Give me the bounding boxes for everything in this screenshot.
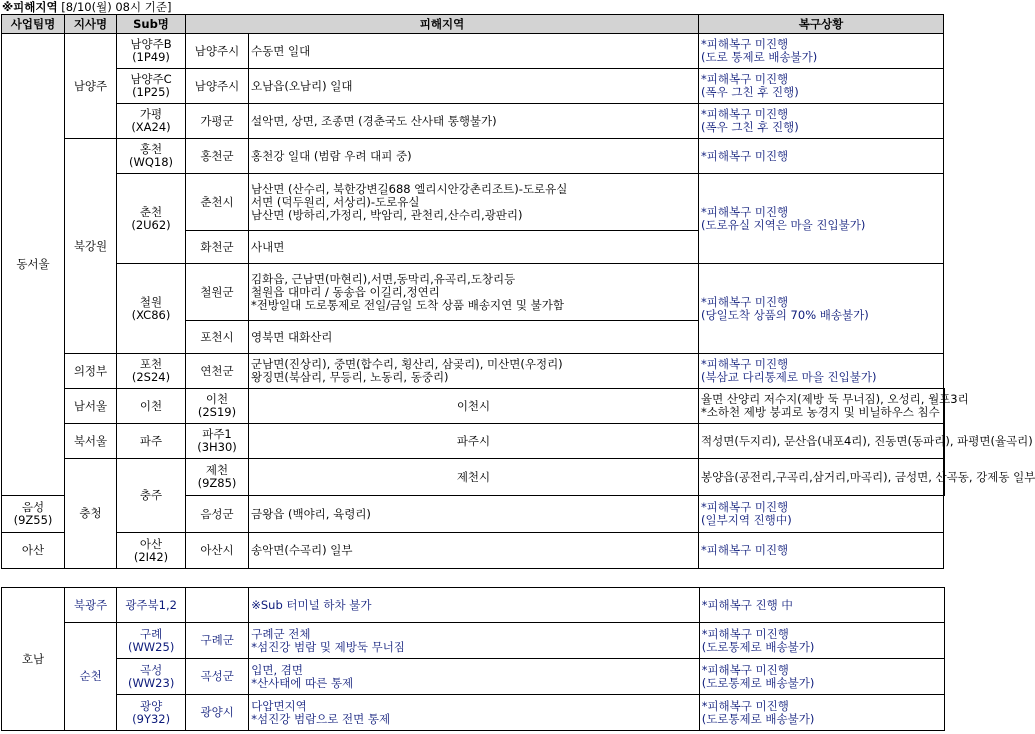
sub-cell: 아산 (2I42) — [117, 533, 186, 569]
header-sub: Sub명 — [117, 15, 186, 34]
caption-date: [8/10(월) 08시 기준] — [61, 0, 172, 14]
header-area: 피해지역 — [186, 15, 699, 34]
status-cell: *피해복구 미진행 (도로 통제로 배송불가) — [699, 34, 944, 69]
city-cell: 음성군 — [186, 496, 249, 533]
sub-cell: 광주북1,2 — [117, 588, 186, 623]
status-cell: *피해복구 미진행 (폭우 그친 후 진행) — [699, 104, 944, 139]
city-cell — [186, 588, 249, 623]
city-cell: 곡성군 — [186, 659, 249, 695]
branch-cell: 북강원 — [65, 139, 117, 354]
city-cell: 제천시 — [249, 459, 699, 496]
city-cell: 홍천군 — [186, 139, 249, 174]
area-cell: ※Sub 터미널 하차 불가 — [249, 588, 699, 623]
branch-cell: 순천 — [65, 623, 117, 731]
city-cell: 연천군 — [186, 354, 249, 389]
header-team: 사업팀명 — [2, 15, 65, 34]
table-row — [2, 459, 945, 496]
city-cell: 이천시 — [249, 389, 699, 424]
team-cell: 남서울 — [65, 389, 117, 424]
area-cell: 입면, 겸면 *산사태에 따른 통제 — [249, 659, 699, 695]
table-row — [2, 424, 945, 459]
area-cell: 사내면 — [249, 231, 699, 264]
table-row — [2, 389, 945, 424]
header-status: 복구상황 — [699, 15, 944, 34]
area-cell: 설악면, 상면, 조종면 (경춘국도 산사태 통행불가) — [249, 104, 699, 139]
table-row — [2, 659, 945, 695]
city-cell: 포천시 — [186, 321, 249, 354]
status-cell: *피해복구 미진행 — [699, 139, 944, 174]
table-row — [2, 174, 945, 231]
city-cell: 남양주시 — [186, 69, 249, 104]
status-cell: *피해복구 미진행 (도로통제로 배송불가) — [699, 659, 944, 695]
status-cell: *피해복구 진행 中 — [699, 588, 944, 623]
sub-cell: 가평 (XA24) — [117, 104, 186, 139]
sub-cell: 이천 (2S19) — [186, 389, 249, 424]
area-cell: 다압면지역 *섬진강 범람으로 전면 통제 — [249, 695, 699, 731]
sub-cell: 남양주C (1P25) — [117, 69, 186, 104]
city-cell: 춘천시 — [186, 174, 249, 231]
damage-table-main — [1, 14, 1035, 569]
status-cell: *피해복구 미진행 (도로유실 지역은 마을 진입불가) — [699, 174, 944, 264]
table-row — [2, 139, 945, 174]
status-cell: *피해복구 미진행 (북삼교 다리통제로 마을 진입불가) — [699, 354, 944, 389]
team-cell: 북서울 — [65, 424, 117, 459]
city-cell: 남양주시 — [186, 34, 249, 69]
branch-cell: 의정부 — [65, 354, 117, 389]
header-branch: 지사명 — [65, 15, 117, 34]
header-row — [2, 15, 945, 34]
branch-cell: 파주 — [117, 424, 186, 459]
area-cell: 오남읍(오남리) 일대 — [249, 69, 699, 104]
sub-cell: 파주1 (3H30) — [186, 424, 249, 459]
city-cell: 구례군 — [186, 623, 249, 659]
city-cell: 화천군 — [186, 231, 249, 264]
area-cell: 적성면(두지리), 문산읍(내포4리), 진동면(동파리), 파평면(율곡리) — [699, 424, 944, 459]
team-cell: 동서울 — [2, 34, 65, 496]
area-cell: 금왕읍 (백야리, 육령리) — [249, 496, 699, 533]
caption-title: ※피해지역 — [2, 0, 58, 14]
table-row — [2, 264, 945, 321]
sub-cell: 춘천 (2U62) — [117, 174, 186, 264]
area-cell: 영북면 대화산리 — [249, 321, 699, 354]
status-cell: *피해복구 미진행 (도로통제로 배송불가) — [699, 623, 944, 659]
table-row — [2, 695, 945, 731]
table-row — [2, 623, 945, 659]
damage-table-honam — [1, 587, 945, 731]
city-cell: 광양시 — [186, 695, 249, 731]
area-cell: 김화읍, 근남면(마현리),서면,동막리,유곡리,도창리등 철원읍 대마리 / 동송읍 이길리,정연리 *전방일대 도로통제로 전일/금일 도착 상품 배송지연 및 불가함 — [249, 264, 699, 321]
sub-cell: 철원 (XC86) — [117, 264, 186, 354]
area-cell: 남산면 (산수리, 북한강변길688 엘리시안강촌리조트)-도로유실 서면 (덕두원리, 서상리)-도로유실 남산면 (방하리,가정리, 박암리, 관천리,산수리,광판리) — [249, 174, 699, 231]
area-cell: 수동면 일대 — [249, 34, 699, 69]
status-cell: *피해복구 미진행 (폭우 그친 후 진행) — [699, 69, 944, 104]
branch-cell: 이천 — [117, 389, 186, 424]
area-cell: 군남면(진상리), 중면(합수리, 횡산리, 삼곶리), 미산면(우정리) 왕징면(북삼리, 무등리, 노동리, 동중리) — [249, 354, 699, 389]
table-caption — [2, 0, 171, 14]
sub-cell: 곡성 (WW23) — [117, 659, 186, 695]
area-cell: 율면 산양리 저수지(제방 둑 무너짐), 오성리, 월포3리 *소하천 제방 붕괴로 농경지 및 비닐하우스 침수 — [699, 389, 944, 424]
table-row — [2, 69, 945, 104]
table-row — [2, 533, 945, 569]
status-cell: *피해복구 미진행 (일부지역 진행中) — [699, 496, 944, 533]
sub-cell: 홍천 (WQ18) — [117, 139, 186, 174]
team-cell: 충청 — [65, 459, 117, 569]
status-cell: *피해복구 미진행 (당일도착 상품의 70% 배송불가) — [699, 264, 944, 354]
table-row — [2, 354, 945, 389]
status-cell: *피해복구 미진행 — [699, 533, 944, 569]
sub-cell: 구례 (WW25) — [117, 623, 186, 659]
team-cell: 호남 — [2, 588, 65, 731]
area-cell: 홍천강 일대 (범람 우려 대피 중) — [249, 139, 699, 174]
sub-cell: 광양 (9Y32) — [117, 695, 186, 731]
city-cell: 파주시 — [249, 424, 699, 459]
sub-cell: 포천 (2S24) — [117, 354, 186, 389]
branch-cell: 북광주 — [65, 588, 117, 623]
branch-cell: 남양주 — [65, 34, 117, 139]
table-row — [2, 34, 945, 69]
table-row — [2, 588, 945, 623]
branch-cell: 충주 — [117, 459, 186, 533]
city-cell: 아산시 — [186, 533, 249, 569]
branch-cell: 아산 — [2, 533, 65, 569]
sub-cell: 제천 (9Z85) — [186, 459, 249, 496]
sub-cell: 음성 (9Z55) — [2, 496, 65, 533]
table-row — [2, 104, 945, 139]
area-cell: 구례군 전체 *섬진강 범람 및 제방둑 무너짐 — [249, 623, 699, 659]
status-cell: *피해복구 미진행 (도로통제로 배송불가) — [699, 695, 944, 731]
sub-cell: 남양주B (1P49) — [117, 34, 186, 69]
area-cell: 봉양읍(공전리,구곡리,삼거리,마곡리), 금성면, 산곡동, 강제동 일부 — [699, 459, 944, 496]
area-cell: 송악면(수곡리) 일부 — [249, 533, 699, 569]
city-cell: 가평군 — [186, 104, 249, 139]
city-cell: 철원군 — [186, 264, 249, 321]
